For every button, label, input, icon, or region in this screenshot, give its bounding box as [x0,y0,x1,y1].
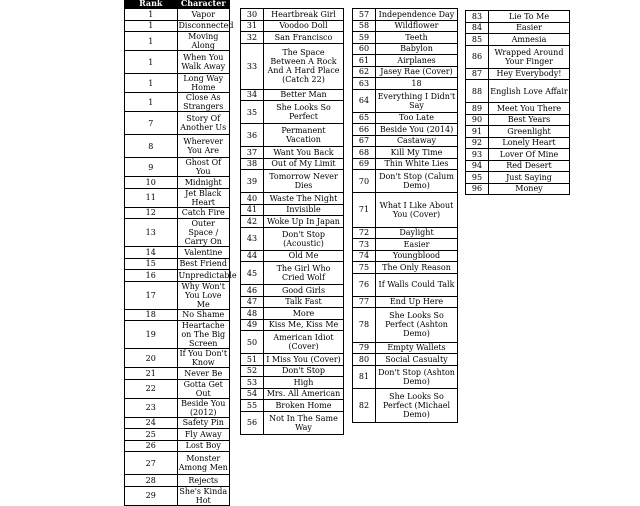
rank-cell: 85 [466,34,489,46]
rank-cell: 27 [125,452,178,475]
song-cell: Tomorrow Never Dies [264,170,344,193]
rank-cell: 20 [125,349,178,368]
song-cell: Outer Space / Carry On [177,219,230,247]
song-cell: Hey Everybody! [489,68,570,80]
song-cell: Empty Wallets [376,342,458,354]
song-cell: Permanent Vacation [264,124,344,147]
song-cell: Money [489,183,570,195]
table-row [353,273,458,296]
table-row [125,74,230,93]
song-cell: Long Way Home [177,74,230,93]
song-cell: Lie To Me [489,11,570,23]
song-cell: She Looks So Perfect (Ashton Demo) [376,308,458,343]
rank-cell: 73 [353,239,376,251]
song-cell: Independence Day [376,9,458,21]
rank-cell: 1 [125,51,178,74]
table-row [241,296,344,308]
song-cell: She Looks So Perfect (Michael Demo) [376,388,458,423]
table-row [241,331,344,354]
table-row [241,158,344,170]
song-cell: Lost Boy [177,440,230,452]
rank-cell: 52 [241,365,264,377]
song-cell: Easier [376,239,458,251]
song-cell: The Girl Who Cried Wolf [264,262,344,285]
table-row [466,45,570,68]
rank-cell: 96 [466,183,489,195]
rank-cell: 43 [241,227,264,250]
rank-cell: 30 [241,9,264,21]
rank-cell: 34 [241,89,264,101]
rank-cell: 69 [353,158,376,170]
table-row [125,475,230,487]
table-row [353,89,458,112]
song-cell: Lonely Heart [489,137,570,149]
rank-cell: 87 [466,68,489,80]
rank-cell: 80 [353,354,376,366]
table-row [241,147,344,159]
song-cell: Voodoo Doll [264,20,344,32]
table-row [353,193,458,228]
table-row [125,207,230,219]
rank-cell: 46 [241,285,264,297]
song-cell: Safety Pin [177,417,230,429]
rank-cell: 26 [125,440,178,452]
song-cell: Rejects [177,475,230,487]
rank-cell: 42 [241,216,264,228]
rank-cell: 88 [466,80,489,103]
song-cell: 18 [376,78,458,90]
table-row [241,308,344,320]
table-row [353,55,458,67]
song-cell: Monster Among Men [177,452,230,475]
rank-cell: 54 [241,388,264,400]
table-row [353,32,458,44]
rank-cell: 12 [125,207,178,219]
song-cell: Heartbreak Girl [264,9,344,21]
song-cell: Good Girls [264,285,344,297]
table-row [353,170,458,193]
song-cell: Teeth [376,32,458,44]
table-row [125,20,230,32]
table-row [125,219,230,247]
song-cell: Better Man [264,89,344,101]
table-row [241,20,344,32]
rank-cell: 32 [241,32,264,44]
table-row [353,365,458,388]
song-cell: High [264,377,344,389]
table-row [241,170,344,193]
table-row [241,319,344,331]
rank-cell: 28 [125,475,178,487]
rank-cell: 59 [353,32,376,44]
table-row [125,135,230,158]
table-row [125,32,230,51]
song-cell: The Only Reason [376,262,458,274]
song-cell: Waste The Night [264,193,344,205]
table-row [241,400,344,412]
rank-cell: 25 [125,429,178,441]
song-cell: Kiss Me, Kiss Me [264,319,344,331]
table-row [241,250,344,262]
song-cell: Mrs. All American [264,388,344,400]
table-row [241,365,344,377]
rank-cell: 71 [353,193,376,228]
song-cell: Want You Back [264,147,344,159]
song-cell: Amnesia [489,34,570,46]
header-row [125,0,230,9]
rank-cell: 7 [125,112,178,135]
rank-cell: 67 [353,135,376,147]
song-cell: Don't Stop (Ashton Demo) [376,365,458,388]
table-row [353,158,458,170]
rank-cell: 72 [353,227,376,239]
rank-cell: 15 [125,258,178,270]
song-cell: San Francisco [264,32,344,44]
rank-cell: 17 [125,281,178,309]
song-cell: Midnight [177,177,230,189]
rank-cell: 58 [353,20,376,32]
rank-cell: 82 [353,388,376,423]
table-row [353,342,458,354]
rank-cell: 66 [353,124,376,136]
table-row [125,398,230,417]
rank-cell: 8 [125,135,178,158]
song-cell: She's Kinda Hot [177,486,230,505]
song-cell: Wrapped Around Your Finger [489,45,570,68]
table-row [466,22,570,34]
song-cell: Easier [489,22,570,34]
rank-cell: 49 [241,319,264,331]
rank-cell: 74 [353,250,376,262]
song-cell: Moving Along [177,32,230,51]
song-cell: Invisible [264,204,344,216]
song-cell: Lover Of Mine [489,149,570,161]
table-row [241,216,344,228]
song-cell: I Miss You (Cover) [264,354,344,366]
song-cell: Best Years [489,114,570,126]
song-cell: Just Saying [489,172,570,184]
table-row [353,388,458,423]
rank-cell: 21 [125,368,178,380]
song-cell: Close As Strangers [177,93,230,112]
song-cell: If Walls Could Talk [376,273,458,296]
table-row [466,34,570,46]
rank-cell: 70 [353,170,376,193]
table-row [125,112,230,135]
rank-cell: 56 [241,411,264,434]
table-row [353,227,458,239]
song-cell: Not In The Same Way [264,411,344,434]
song-cell: Don't Stop (Acoustic) [264,227,344,250]
song-cell: Beside You (2012) [177,398,230,417]
table-row [241,193,344,205]
rank-cell: 81 [353,365,376,388]
rank-cell: 83 [466,11,489,23]
table-row [125,9,230,21]
table-row [353,239,458,251]
ranking-table-4 [465,10,570,195]
rank-header: Rank [125,0,178,9]
rank-cell: 68 [353,147,376,159]
rank-cell: 1 [125,74,178,93]
song-cell: When You Walk Away [177,51,230,74]
table-row [125,188,230,207]
table-row [125,429,230,441]
table-row [125,417,230,429]
table-row [466,137,570,149]
rank-cell: 84 [466,22,489,34]
rank-cell: 65 [353,112,376,124]
table-row [125,440,230,452]
table-row [466,114,570,126]
song-cell: Daylight [376,227,458,239]
song-cell: English Love Affair [489,80,570,103]
rank-cell: 41 [241,204,264,216]
song-cell: Castaway [376,135,458,147]
character-header: Character [177,0,230,9]
rank-cell: 90 [466,114,489,126]
song-cell: No Shame [177,309,230,321]
table-row [241,101,344,124]
song-cell: Jet Black Heart [177,188,230,207]
rank-cell: 19 [125,321,178,349]
rank-cell: 24 [125,417,178,429]
song-cell: Youngblood [376,250,458,262]
rank-cell: 60 [353,43,376,55]
song-cell: Too Late [376,112,458,124]
table-row [125,321,230,349]
rank-cell: 36 [241,124,264,147]
table-row [353,43,458,55]
rank-cell: 38 [241,158,264,170]
table-row [241,377,344,389]
rank-cell: 95 [466,172,489,184]
song-cell: Woke Up In Japan [264,216,344,228]
rank-cell: 18 [125,309,178,321]
song-cell: Out of My Limit [264,158,344,170]
song-cell: Airplanes [376,55,458,67]
rank-cell: 39 [241,170,264,193]
rank-cell: 1 [125,93,178,112]
table-row [353,250,458,262]
table-row [125,349,230,368]
rank-cell: 29 [125,486,178,505]
table-row [125,177,230,189]
table-row [353,112,458,124]
song-cell: Babylon [376,43,458,55]
table-row [241,204,344,216]
song-cell: She Looks So Perfect [264,101,344,124]
song-cell: Red Desert [489,160,570,172]
rank-cell: 22 [125,379,178,398]
ranking-table-2 [240,8,344,435]
ranking-table-1 [124,0,237,506]
rank-cell: 11 [125,188,178,207]
rank-cell: 76 [353,273,376,296]
rank-cell: 77 [353,296,376,308]
song-cell: Gotta Get Out [177,379,230,398]
table-row [353,308,458,343]
table-row [353,9,458,21]
rank-cell: 51 [241,354,264,366]
rank-cell: 33 [241,43,264,89]
song-cell: Heartache on The Big Screen [177,321,230,349]
rank-cell: 75 [353,262,376,274]
table-row [241,262,344,285]
song-cell: Social Casualty [376,354,458,366]
song-cell: Disconnected [178,21,234,31]
song-cell: Broken Home [264,400,344,412]
table-row [353,262,458,274]
rank-cell: 93 [466,149,489,161]
rank-cell: 40 [241,193,264,205]
table-row [241,124,344,147]
song-cell: Meet You There [489,103,570,115]
rank-cell: 9 [125,158,178,177]
rank-cell: 1 [125,32,178,51]
rank-cell: 94 [466,160,489,172]
table-row [241,285,344,297]
song-cell: Everything I Didn't Say [376,89,458,112]
song-cell: Don't Stop [264,365,344,377]
song-cell: Why Won't You Love Me [177,281,230,309]
rank-cell: 48 [241,308,264,320]
table-row [125,247,230,259]
rank-cell: 31 [241,20,264,32]
table-row [125,309,230,321]
rank-cell: 14 [125,247,178,259]
table-row [241,411,344,434]
table-row [353,78,458,90]
table-row [125,51,230,74]
song-cell: More [264,308,344,320]
table-row [466,103,570,115]
song-cell: Valentine [177,247,230,259]
song-cell: Thin White Lies [376,158,458,170]
rank-cell: 92 [466,137,489,149]
table-row [125,486,230,505]
rank-cell: 10 [125,177,178,189]
table-row [466,183,570,195]
rank-cell: 50 [241,331,264,354]
rank-cell: 44 [241,250,264,262]
rank-cell: 13 [125,219,178,247]
table-row [125,270,230,282]
rank-cell: 47 [241,296,264,308]
table-row [241,227,344,250]
song-cell: Don't Stop (Calum Demo) [376,170,458,193]
rank-cell: 86 [466,45,489,68]
song-cell: Jasey Rae (Cover) [376,66,458,78]
song-cell: Wildflower [376,20,458,32]
table-row [241,32,344,44]
song-cell: If You Don't Know [177,349,230,368]
rank-cell: 79 [353,342,376,354]
song-cell: Catch Fire [177,207,230,219]
song-cell: Ghost Of You [177,158,230,177]
song-cell: Best Friend [177,258,230,270]
ranking-table-3 [352,8,458,423]
song-cell: Unpredictable [178,270,237,280]
rank-cell: 61 [353,55,376,67]
table-row [466,126,570,138]
table-row [241,89,344,101]
table-row [353,135,458,147]
song-cell: Talk Fast [264,296,344,308]
table-row [353,124,458,136]
table-row [125,158,230,177]
rank-cell: 55 [241,400,264,412]
table-row [241,43,344,89]
table-row [466,68,570,80]
table-row [353,296,458,308]
rank-cell: 1 [125,20,178,32]
rank-cell: 1 [125,9,178,21]
rank-cell: 53 [241,377,264,389]
rank-cell: 89 [466,103,489,115]
song-cell: Wherever You Are [177,135,230,158]
rank-cell: 63 [353,78,376,90]
rank-cell: 35 [241,101,264,124]
table-row [125,93,230,112]
rank-cell: 16 [125,270,178,282]
table-row [353,354,458,366]
song-cell: Beside You (2014) [376,124,458,136]
table-row [466,11,570,23]
song-cell: End Up Here [376,296,458,308]
song-cell: Fly Away [177,429,230,441]
table-row [353,66,458,78]
song-cell: Story Of Another Us [177,112,230,135]
song-cell: What I Like About You (Cover) [376,193,458,228]
song-cell: Greenlight [489,126,570,138]
song-cell: Old Me [264,250,344,262]
song-cell: American Idiot (Cover) [264,331,344,354]
table-row [125,281,230,309]
song-cell: Never Be [177,368,230,380]
rank-cell: 45 [241,262,264,285]
table-row [241,9,344,21]
rank-cell: 57 [353,9,376,21]
rank-cell: 64 [353,89,376,112]
table-row [125,368,230,380]
table-row [466,80,570,103]
table-row [125,258,230,270]
rank-cell: 62 [353,66,376,78]
table-row [241,354,344,366]
rank-cell: 91 [466,126,489,138]
table-row [353,147,458,159]
song-cell: Kill My Time [376,147,458,159]
rank-cell: 23 [125,398,178,417]
table-row [466,160,570,172]
song-cell: The Space Between A Rock And A Hard Place (Catch 22) [264,43,344,89]
song-cell: Vapor [177,9,230,21]
table-row [241,388,344,400]
table-row [466,149,570,161]
table-row [466,172,570,184]
rank-cell: 37 [241,147,264,159]
rank-cell: 78 [353,308,376,343]
table-row [125,379,230,398]
table-row [353,20,458,32]
table-row [125,452,230,475]
